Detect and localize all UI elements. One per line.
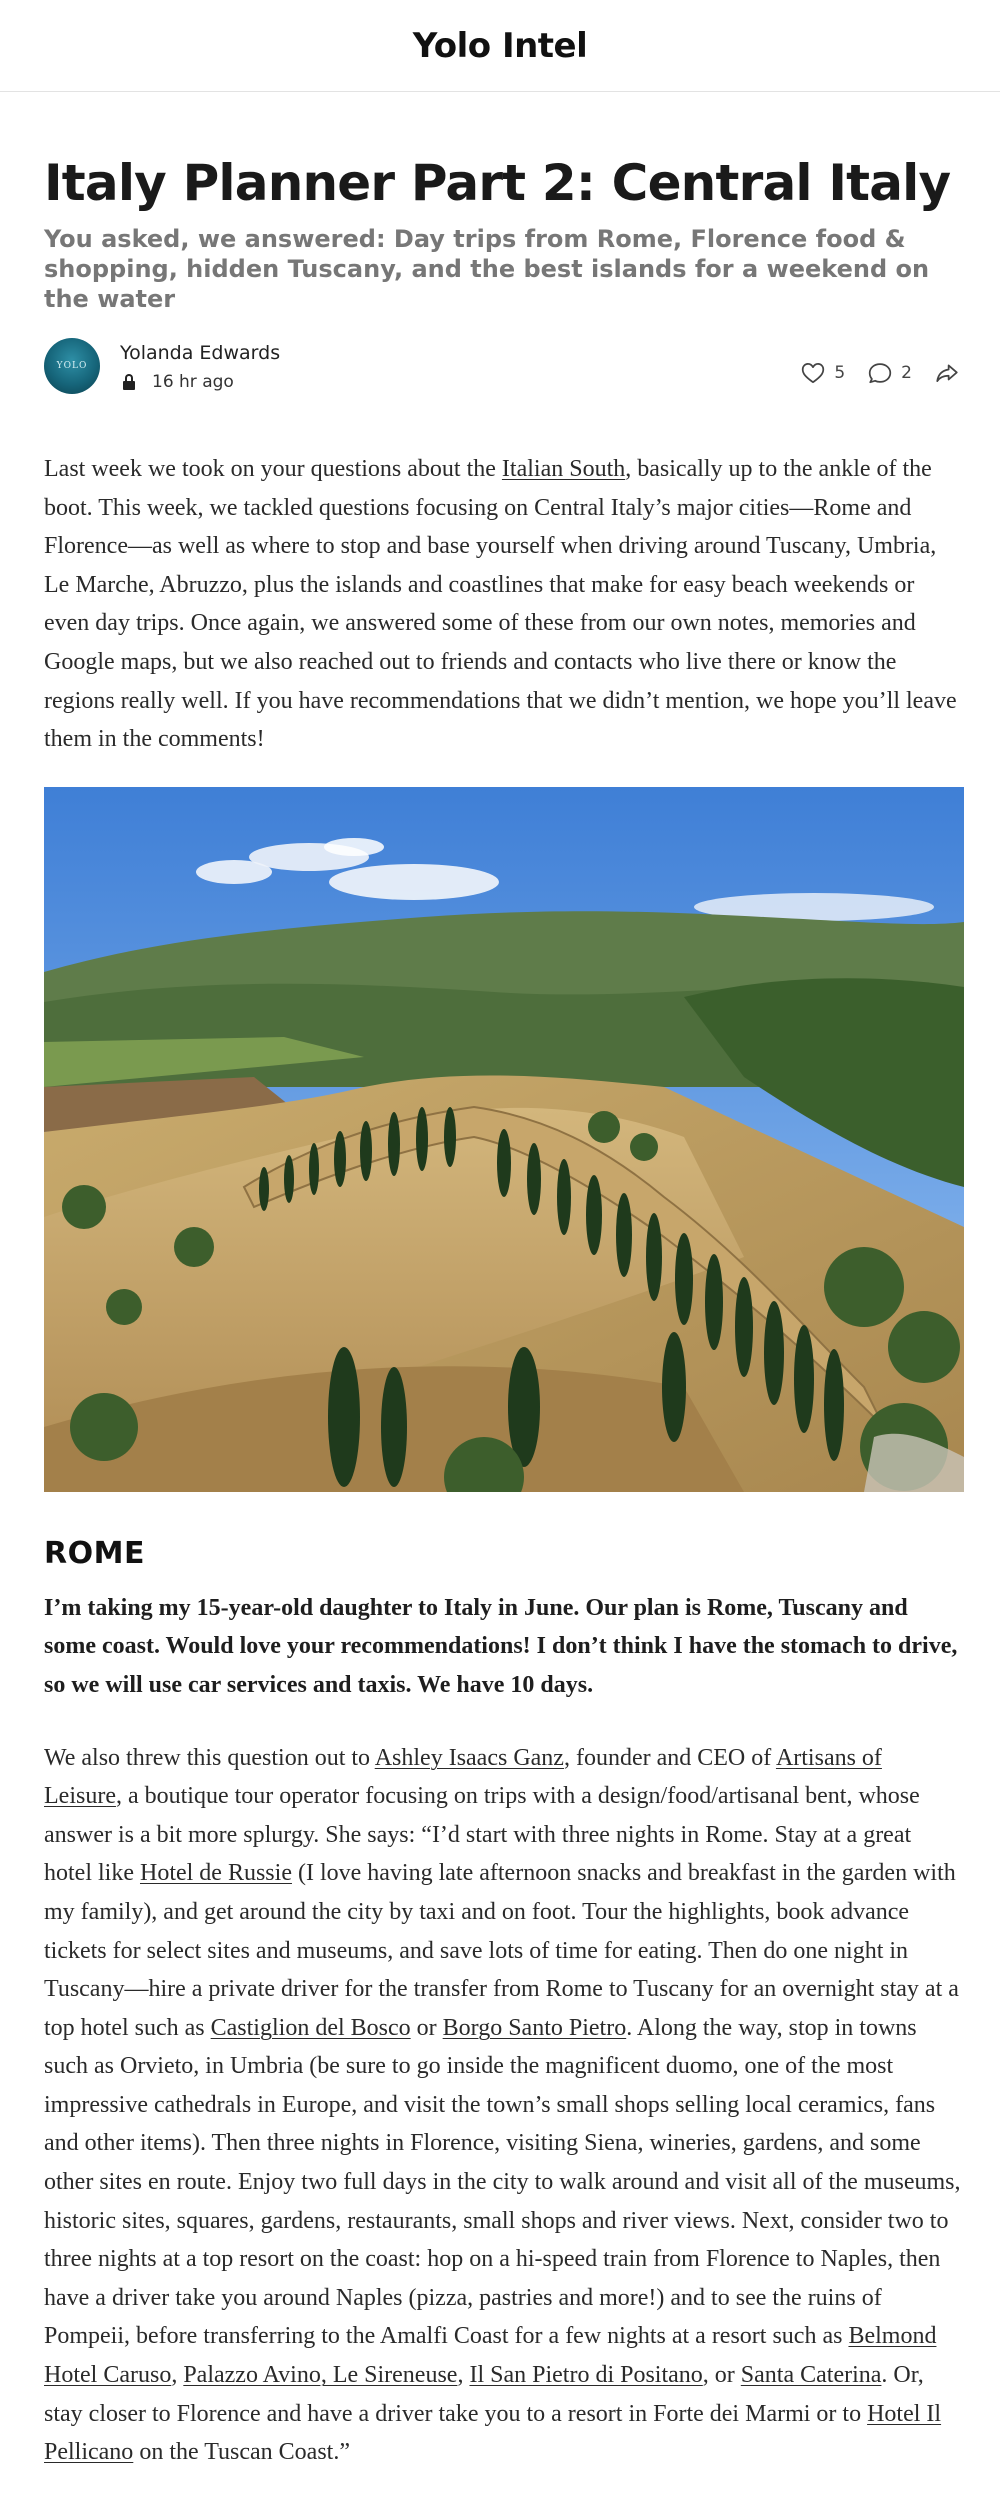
answer-text-9: , or — [702, 2362, 741, 2389]
answer-text-6: . Along the way, stop in towns such as Orvieto, in Umbria (be sure to go inside the magnificent duomo, one of the most impressive cathedrals in Europe, and visit the town’s small shops selling local ceramics, fans and other items). Then three nights in Florence, visiting Siena, wineries, gardens, and some other sites en route. Enjoy two full days in the city to walk around and visit all of the museums, historic sites, squares, gardens, restaurants, small shops and river views. Next, consider two to three nights at a top resort on the coast: hop on a hi-speed train from Florence to Naples, then have a driver take you around Naples (pizza, pastries and more!) and to see the ruins of Pompeii, before transferring to the Amalfi Coast for a few nights at a resort such as — [44, 2014, 961, 2350]
comment-count: 2 — [901, 363, 912, 383]
intro-paragraph — [44, 450, 964, 759]
heart-icon — [800, 360, 826, 386]
lock-icon — [122, 374, 136, 390]
landscape-illustration — [44, 787, 964, 1492]
link-castiglion-del-bosco[interactable]: Castiglion del Bosco — [210, 2014, 411, 2041]
answer-text-4: (I love having late afternoon snacks and breakfast in the garden with my family), and get around the city by taxi and on foot. Tour the highlights, book advance tickets for select sites and museums, and save lots of time for eating. Then do one night in Tuscany—hire a private driver for the transfer from Rome to Tuscany for an overnight stay at a top hotel such as — [44, 1860, 959, 2041]
link-il-san-pietro-di-positano[interactable]: Il San Pietro di Positano — [469, 2362, 703, 2389]
post-title: Italy Planner Part 2: Central Italy — [44, 154, 951, 212]
answer-text-7: , — [171, 2362, 184, 2389]
site-title-link[interactable]: Yolo Intel — [412, 25, 588, 66]
reader-question: I’m taking my 15-year-old daughter to Italy in June. Our plan is Rome, Tuscany and some coast. Would love your recommendations! I don’t think I have the stomach to drive, so we will use car services and taxis. We have 10 days. — [44, 1594, 958, 1698]
link-borgo-santo-pietro[interactable]: Borgo Santo Pietro — [442, 2014, 627, 2041]
share-button[interactable] — [934, 360, 960, 386]
author-avatar[interactable] — [44, 338, 100, 394]
answer-text-8: , — [457, 2362, 470, 2389]
avatar-logo-text: YOLO — [56, 361, 88, 371]
post-content — [44, 92, 964, 2472]
hero-image-tuscany-landscape[interactable] — [44, 787, 964, 1492]
answer-text-2: , founder and CEO of — [563, 1744, 776, 1771]
post-byline — [44, 338, 964, 408]
answer-paragraph — [44, 1739, 964, 2472]
answer-text-5: or — [410, 2014, 443, 2041]
intro-text-2: , basically up to the ankle of the boot. This week, we tackled questions focusing on Central Italy’s major cities—Rome and Florence—as well as where to stop and base yourself when driving around Tuscany, Umbria, Le Marche, Abruzzo, plus the islands and coastlines that make for easy beach weekends or even day trips. Once again, we answered some of these from our own notes, memories and Google maps, but we also reached out to friends and contacts who live there or know the regions really well. If you have recommendations that we didn’t mention, we hope you’ll leave them in the comments! — [44, 456, 957, 753]
answer-text-3: , a boutique tour operator focusing on trips with a design/food/artisanal bent, whose answer is a bit more splurgy. She says: “I’d start with three nights in Rome. Stay at a great hotel like — [44, 1783, 920, 1887]
like-button[interactable] — [800, 360, 845, 386]
answer-text-11: on the Tuscan Coast.” — [133, 2439, 350, 2466]
answer-text-10: . Or, stay closer to Florence and have a driver take you to a resort in Forte dei Marmi or to — [44, 2362, 924, 2427]
link-hotel-il-pellicano[interactable]: Hotel Il Pellicano — [44, 2400, 942, 2466]
intro-text-1: Last week we took on your questions about the — [44, 456, 502, 482]
link-santa-caterina[interactable]: Santa Caterina — [740, 2362, 882, 2389]
comment-icon — [867, 360, 893, 386]
post-subtitle: You asked, we answered: Day trips from Rome, Florence food & shopping, hidden Tuscany, and the best islands for a weekend on the water — [44, 225, 930, 313]
link-italian-south[interactable]: Italian South — [501, 456, 626, 482]
comment-button[interactable] — [867, 360, 912, 386]
post-meta — [122, 372, 234, 392]
post-actions — [778, 360, 960, 386]
section-heading-rome: ROME — [44, 1535, 145, 1571]
link-belmond-hotel-caruso[interactable]: Belmond Hotel Caruso — [44, 2323, 937, 2389]
post-timestamp: 16 hr ago — [152, 372, 234, 392]
link-ashley-isaacs-ganz[interactable]: Ashley Isaacs Ganz — [374, 1744, 564, 1771]
link-palazzo-avino[interactable]: Palazzo Avino, Le Sireneuse — [183, 2362, 458, 2389]
site-header — [0, 0, 1000, 92]
like-count: 5 — [834, 363, 846, 383]
link-hotel-de-russie[interactable]: Hotel de Russie — [139, 1860, 292, 1887]
answer-text-1: We also threw this question out to — [44, 1744, 375, 1771]
link-artisans-of-leisure[interactable]: Artisans of Leisure — [44, 1744, 882, 1810]
author-name-link[interactable]: Yolanda Edwards — [120, 342, 281, 364]
share-icon — [934, 360, 960, 386]
